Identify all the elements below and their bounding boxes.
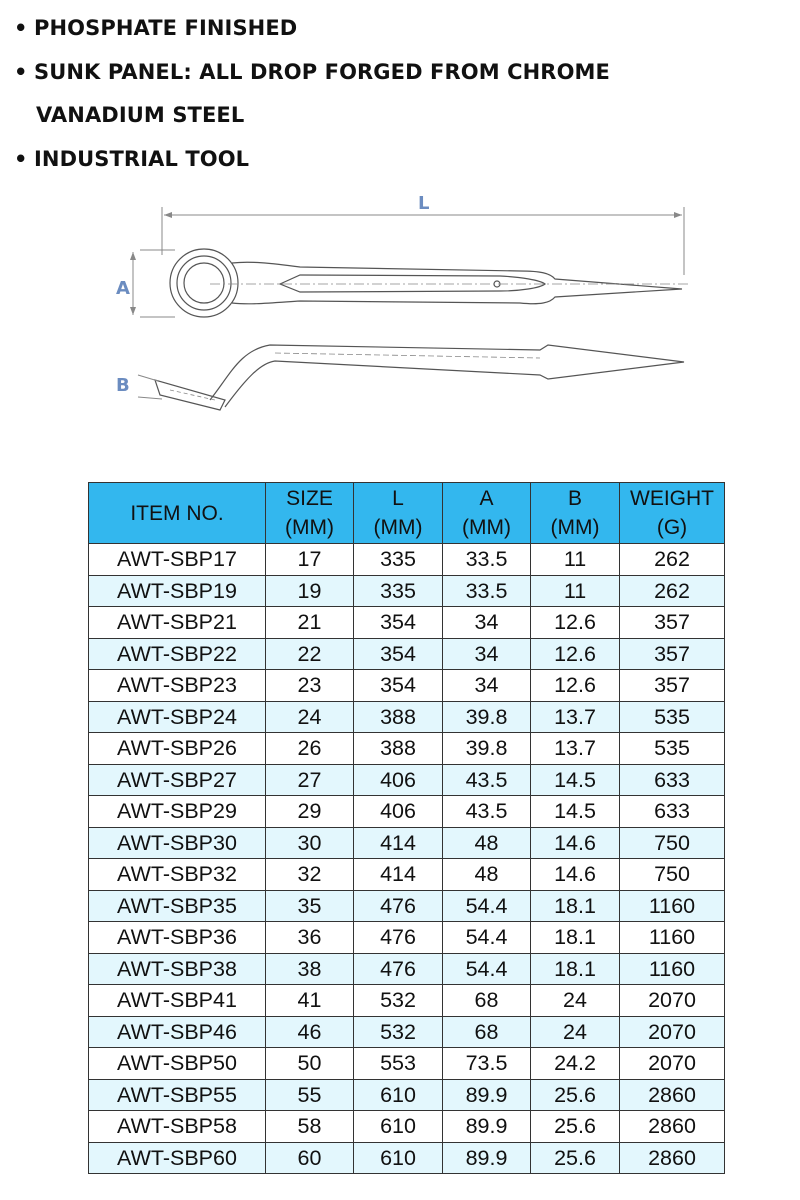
cell-l: 610 bbox=[354, 1142, 443, 1174]
cell-size: 27 bbox=[266, 764, 354, 796]
cell-size: 60 bbox=[266, 1142, 354, 1174]
table-row bbox=[89, 701, 725, 733]
table-row bbox=[89, 827, 725, 859]
cell-a: 68 bbox=[443, 1016, 531, 1048]
wrench-drawing-svg bbox=[100, 185, 700, 425]
cell-weight: 357 bbox=[620, 607, 725, 639]
cell-b: 13.7 bbox=[531, 733, 620, 765]
cell-l: 335 bbox=[354, 544, 443, 576]
cell-weight: 2070 bbox=[620, 985, 725, 1017]
cell-b: 18.1 bbox=[531, 953, 620, 985]
bullet: • bbox=[14, 146, 28, 171]
cell-a: 54.4 bbox=[443, 953, 531, 985]
cell-weight: 1160 bbox=[620, 890, 725, 922]
bullet: • bbox=[14, 16, 28, 40]
feature-item-continuation bbox=[14, 95, 784, 139]
cell-l: 610 bbox=[354, 1079, 443, 1111]
cell-weight: 2860 bbox=[620, 1079, 725, 1111]
table-row bbox=[89, 638, 725, 670]
table-row bbox=[89, 953, 725, 985]
cell-l: 414 bbox=[354, 859, 443, 891]
cell-l: 406 bbox=[354, 796, 443, 828]
cell-item-no: AWT-SBP58 bbox=[89, 1111, 266, 1143]
cell-size: 41 bbox=[266, 985, 354, 1017]
cell-a: 34 bbox=[443, 670, 531, 702]
cell-weight: 2860 bbox=[620, 1142, 725, 1174]
feature-item bbox=[14, 139, 784, 183]
cell-b: 13.7 bbox=[531, 701, 620, 733]
cell-item-no: AWT-SBP60 bbox=[89, 1142, 266, 1174]
cell-size: 58 bbox=[266, 1111, 354, 1143]
table-row bbox=[89, 733, 725, 765]
cell-size: 22 bbox=[266, 638, 354, 670]
cell-item-no: AWT-SBP17 bbox=[89, 544, 266, 576]
cell-b: 14.6 bbox=[531, 827, 620, 859]
cell-size: 29 bbox=[266, 796, 354, 828]
cell-a: 68 bbox=[443, 985, 531, 1017]
dimension-label-l: L bbox=[418, 193, 430, 214]
cell-b: 12.6 bbox=[531, 638, 620, 670]
spec-table-body bbox=[89, 544, 725, 1174]
feature-text: PHOSPHATE FINISHED bbox=[34, 16, 298, 40]
cell-l: 388 bbox=[354, 701, 443, 733]
feature-item bbox=[14, 52, 784, 96]
cell-b: 14.5 bbox=[531, 796, 620, 828]
cell-weight: 750 bbox=[620, 827, 725, 859]
cell-item-no: AWT-SBP29 bbox=[89, 796, 266, 828]
cell-l: 532 bbox=[354, 1016, 443, 1048]
cell-size: 24 bbox=[266, 701, 354, 733]
cell-b: 24.2 bbox=[531, 1048, 620, 1080]
feature-item bbox=[14, 8, 784, 52]
table-row bbox=[89, 985, 725, 1017]
cell-l: 414 bbox=[354, 827, 443, 859]
cell-b: 11 bbox=[531, 544, 620, 576]
cell-size: 35 bbox=[266, 890, 354, 922]
cell-size: 19 bbox=[266, 575, 354, 607]
table-row bbox=[89, 607, 725, 639]
table-row bbox=[89, 1079, 725, 1111]
cell-l: 354 bbox=[354, 670, 443, 702]
cell-item-no: AWT-SBP24 bbox=[89, 701, 266, 733]
cell-weight: 750 bbox=[620, 859, 725, 891]
cell-a: 39.8 bbox=[443, 733, 531, 765]
cell-item-no: AWT-SBP27 bbox=[89, 764, 266, 796]
table-row bbox=[89, 1111, 725, 1143]
cell-item-no: AWT-SBP19 bbox=[89, 575, 266, 607]
cell-l: 610 bbox=[354, 1111, 443, 1143]
header-item-no: ITEM NO. bbox=[89, 483, 266, 544]
cell-a: 39.8 bbox=[443, 701, 531, 733]
feature-text: VANADIUM STEEL bbox=[36, 103, 245, 127]
table-row bbox=[89, 1016, 725, 1048]
cell-item-no: AWT-SBP30 bbox=[89, 827, 266, 859]
cell-weight: 1160 bbox=[620, 953, 725, 985]
header-b: B (MM) bbox=[531, 483, 620, 544]
cell-b: 24 bbox=[531, 1016, 620, 1048]
header-weight: WEIGHT (G) bbox=[620, 483, 725, 544]
cell-a: 33.5 bbox=[443, 575, 531, 607]
cell-b: 24 bbox=[531, 985, 620, 1017]
cell-item-no: AWT-SBP46 bbox=[89, 1016, 266, 1048]
table-row bbox=[89, 890, 725, 922]
cell-l: 335 bbox=[354, 575, 443, 607]
cell-b: 18.1 bbox=[531, 890, 620, 922]
cell-item-no: AWT-SBP38 bbox=[89, 953, 266, 985]
header-size: SIZE (MM) bbox=[266, 483, 354, 544]
cell-size: 38 bbox=[266, 953, 354, 985]
cell-b: 14.5 bbox=[531, 764, 620, 796]
cell-weight: 633 bbox=[620, 764, 725, 796]
cell-item-no: AWT-SBP26 bbox=[89, 733, 266, 765]
cell-weight: 357 bbox=[620, 638, 725, 670]
cell-weight: 357 bbox=[620, 670, 725, 702]
feature-text: INDUSTRIAL TOOL bbox=[34, 146, 250, 171]
cell-size: 32 bbox=[266, 859, 354, 891]
cell-item-no: AWT-SBP36 bbox=[89, 922, 266, 954]
dimension-label-a: A bbox=[116, 278, 130, 299]
cell-weight: 2070 bbox=[620, 1048, 725, 1080]
spec-table bbox=[88, 482, 725, 1174]
table-row bbox=[89, 670, 725, 702]
cell-l: 354 bbox=[354, 638, 443, 670]
cell-weight: 262 bbox=[620, 575, 725, 607]
cell-l: 406 bbox=[354, 764, 443, 796]
cell-a: 48 bbox=[443, 827, 531, 859]
cell-a: 43.5 bbox=[443, 796, 531, 828]
cell-size: 17 bbox=[266, 544, 354, 576]
table-row bbox=[89, 859, 725, 891]
cell-size: 46 bbox=[266, 1016, 354, 1048]
table-row bbox=[89, 764, 725, 796]
cell-a: 34 bbox=[443, 607, 531, 639]
cell-l: 476 bbox=[354, 890, 443, 922]
cell-a: 54.4 bbox=[443, 890, 531, 922]
cell-item-no: AWT-SBP55 bbox=[89, 1079, 266, 1111]
bullet: • bbox=[14, 59, 28, 84]
cell-a: 89.9 bbox=[443, 1142, 531, 1174]
cell-b: 12.6 bbox=[531, 607, 620, 639]
cell-weight: 535 bbox=[620, 701, 725, 733]
cell-item-no: AWT-SBP35 bbox=[89, 890, 266, 922]
cell-size: 36 bbox=[266, 922, 354, 954]
table-row bbox=[89, 575, 725, 607]
cell-b: 25.6 bbox=[531, 1142, 620, 1174]
cell-size: 50 bbox=[266, 1048, 354, 1080]
cell-weight: 262 bbox=[620, 544, 725, 576]
header-l: L (MM) bbox=[354, 483, 443, 544]
cell-b: 14.6 bbox=[531, 859, 620, 891]
cell-size: 55 bbox=[266, 1079, 354, 1111]
cell-l: 476 bbox=[354, 953, 443, 985]
cell-a: 33.5 bbox=[443, 544, 531, 576]
table-row bbox=[89, 1048, 725, 1080]
dimension-label-b: B bbox=[116, 375, 130, 396]
cell-b: 12.6 bbox=[531, 670, 620, 702]
cell-l: 354 bbox=[354, 607, 443, 639]
cell-size: 26 bbox=[266, 733, 354, 765]
cell-a: 54.4 bbox=[443, 922, 531, 954]
cell-a: 89.9 bbox=[443, 1079, 531, 1111]
cell-weight: 2860 bbox=[620, 1111, 725, 1143]
cell-weight: 2070 bbox=[620, 1016, 725, 1048]
table-row bbox=[89, 796, 725, 828]
cell-l: 553 bbox=[354, 1048, 443, 1080]
cell-item-no: AWT-SBP23 bbox=[89, 670, 266, 702]
cell-l: 388 bbox=[354, 733, 443, 765]
cell-b: 25.6 bbox=[531, 1079, 620, 1111]
feature-list bbox=[14, 8, 784, 182]
cell-b: 25.6 bbox=[531, 1111, 620, 1143]
cell-size: 23 bbox=[266, 670, 354, 702]
cell-item-no: AWT-SBP21 bbox=[89, 607, 266, 639]
cell-size: 30 bbox=[266, 827, 354, 859]
table-header-row bbox=[89, 483, 725, 544]
cell-item-no: AWT-SBP50 bbox=[89, 1048, 266, 1080]
cell-item-no: AWT-SBP32 bbox=[89, 859, 266, 891]
cell-a: 34 bbox=[443, 638, 531, 670]
cell-a: 43.5 bbox=[443, 764, 531, 796]
cell-item-no: AWT-SBP22 bbox=[89, 638, 266, 670]
cell-weight: 535 bbox=[620, 733, 725, 765]
header-a: A (MM) bbox=[443, 483, 531, 544]
table-row bbox=[89, 922, 725, 954]
cell-item-no: AWT-SBP41 bbox=[89, 985, 266, 1017]
wrench-technical-drawing bbox=[100, 185, 700, 425]
cell-a: 48 bbox=[443, 859, 531, 891]
cell-weight: 633 bbox=[620, 796, 725, 828]
feature-text: SUNK PANEL: ALL DROP FORGED FROM CHROME bbox=[34, 59, 610, 84]
table-row bbox=[89, 544, 725, 576]
cell-weight: 1160 bbox=[620, 922, 725, 954]
cell-size: 21 bbox=[266, 607, 354, 639]
cell-b: 11 bbox=[531, 575, 620, 607]
cell-l: 476 bbox=[354, 922, 443, 954]
cell-l: 532 bbox=[354, 985, 443, 1017]
cell-b: 18.1 bbox=[531, 922, 620, 954]
cell-a: 73.5 bbox=[443, 1048, 531, 1080]
cell-a: 89.9 bbox=[443, 1111, 531, 1143]
table-row bbox=[89, 1142, 725, 1174]
